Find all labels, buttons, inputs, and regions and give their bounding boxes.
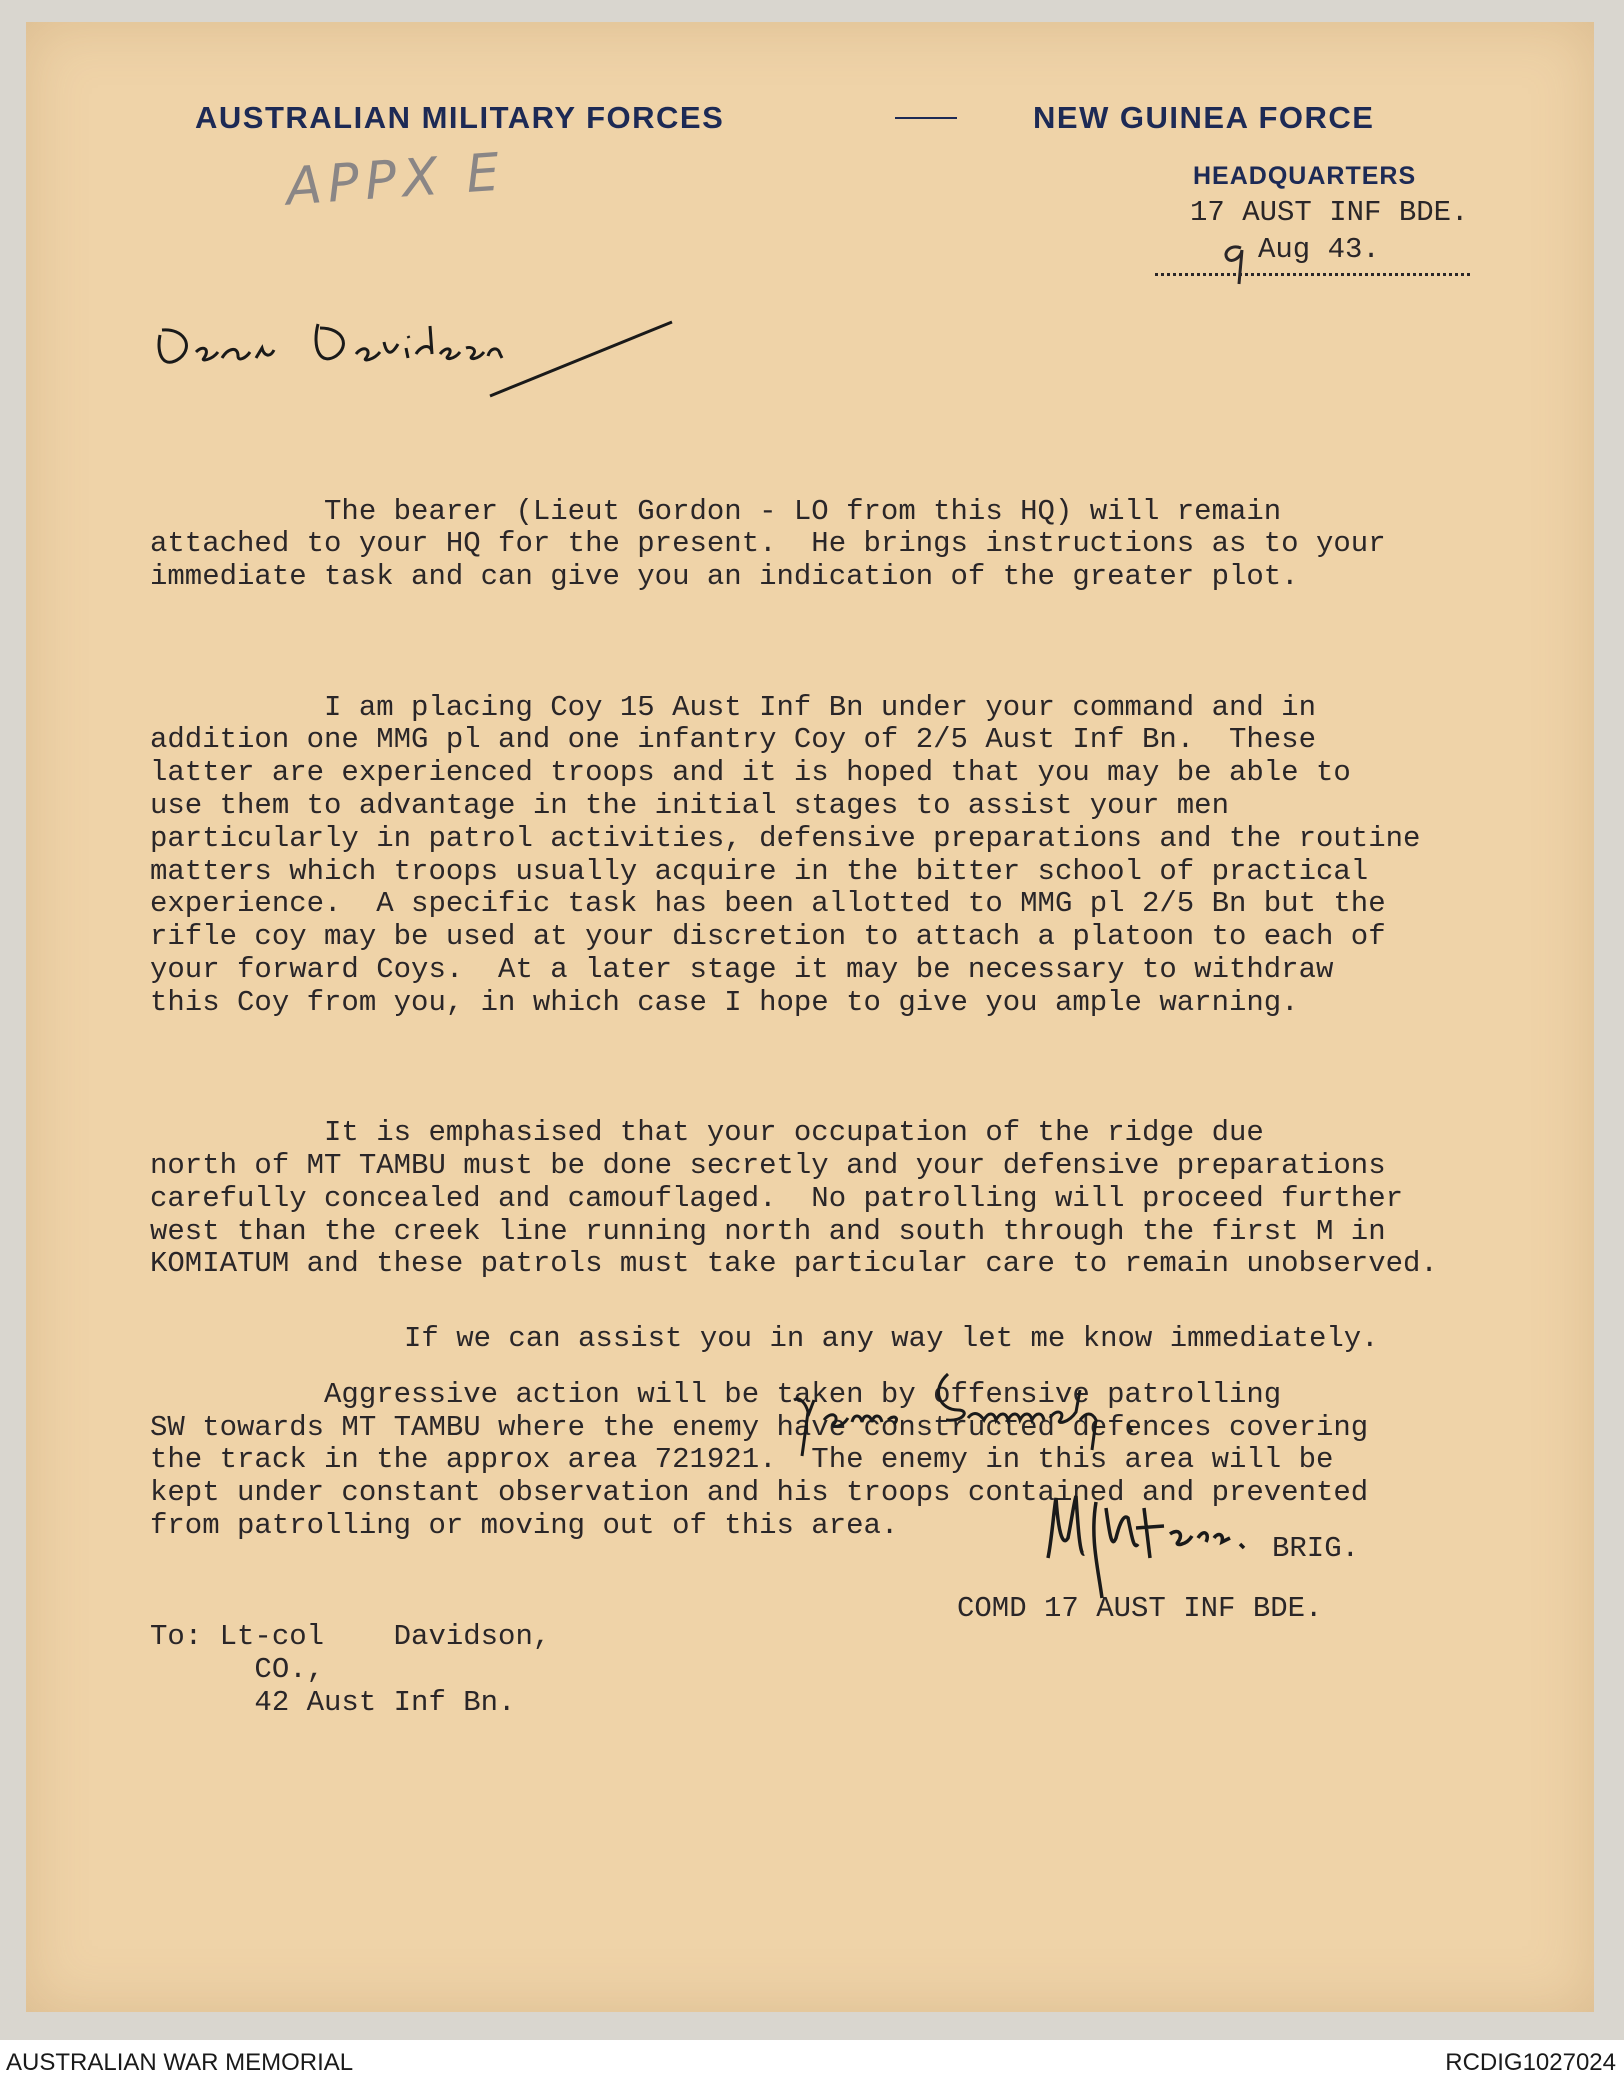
paragraph-3: It is emphasised that your occupation of the ridge due north of MT TAMBU must be done secretly and your defensive preparations carefully concealed and camouflaged. No patrolling will proceed further west than the creek line running north and south through the first M in KOMIATUM and these patrols must take particular care to remain unobserved. bbox=[150, 1116, 1438, 1281]
addressee-line-2: CO., bbox=[150, 1653, 325, 1686]
paragraph-2: I am placing Coy 15 Aust Inf Bn under your command and in addition one MMG pl and one infantry Coy of 2/5 Aust Inf Bn. These latter are experienced troops and it is hoped that you may be able to use them to advantage in the initial stages to assist your men particularly in patrol activities, defensive preparations and the routine matters which troops usually acquire in the bitter school of practical experience. A specific task has been allotted to MMG pl 2/5 Bn but the rifle coy may be used at your discretion to attach a platoon to each of your forward Coys. At a later stage it may be necessary to withdraw this Coy from you, in which case I hope to give you ample warning. bbox=[150, 690, 1421, 1019]
handwritten-day bbox=[1215, 238, 1255, 288]
letterhead-dash bbox=[895, 117, 957, 119]
letterhead-right: NEW GUINEA FORCE bbox=[1033, 100, 1375, 135]
closing-line: If we can assist you in any way let me know immediately. bbox=[404, 1322, 1379, 1355]
signatory-appointment: COMD 17 AUST INF BDE. bbox=[957, 1592, 1323, 1625]
handwritten-valediction bbox=[780, 1360, 1220, 1470]
addressee-line-3: 42 Aust Inf Bn. bbox=[150, 1686, 516, 1719]
handwritten-salutation bbox=[150, 300, 690, 410]
appendix-annotation: APPX E bbox=[284, 142, 508, 218]
letterhead-left: AUSTRALIAN MILITARY FORCES bbox=[195, 100, 725, 135]
signatory-rank: BRIG. bbox=[1272, 1532, 1360, 1565]
archive-reference: RCDIG1027024 bbox=[1445, 2049, 1616, 2076]
unit-line: 17 AUST INF BDE. bbox=[1190, 196, 1469, 229]
addressee-block bbox=[150, 1620, 550, 1719]
letter-date: Aug 43. bbox=[1258, 233, 1380, 266]
date-underline bbox=[1155, 273, 1470, 276]
archive-credit: AUSTRALIAN WAR MEMORIAL bbox=[6, 2049, 354, 2076]
paragraph-4: Aggressive action will be taken by offensive patrolling SW towards MT TAMBU where the enemy have constructed defences covering the track in the approx area 721921. The enemy in this area will be kept under constant observation and his troops contained and prevented from patrolling or moving out of this area. bbox=[150, 1377, 1369, 1542]
addressee-line-1: To: Lt-col Davidson, bbox=[150, 1620, 551, 1653]
paragraph-1: The bearer (Lieut Gordon - LO from this HQ) will remain attached to your HQ for the present. He brings instructions as to your immediate task and can give you an indication of the greater plot. bbox=[150, 494, 1386, 594]
headquarters-label: HEADQUARTERS bbox=[1193, 162, 1417, 190]
